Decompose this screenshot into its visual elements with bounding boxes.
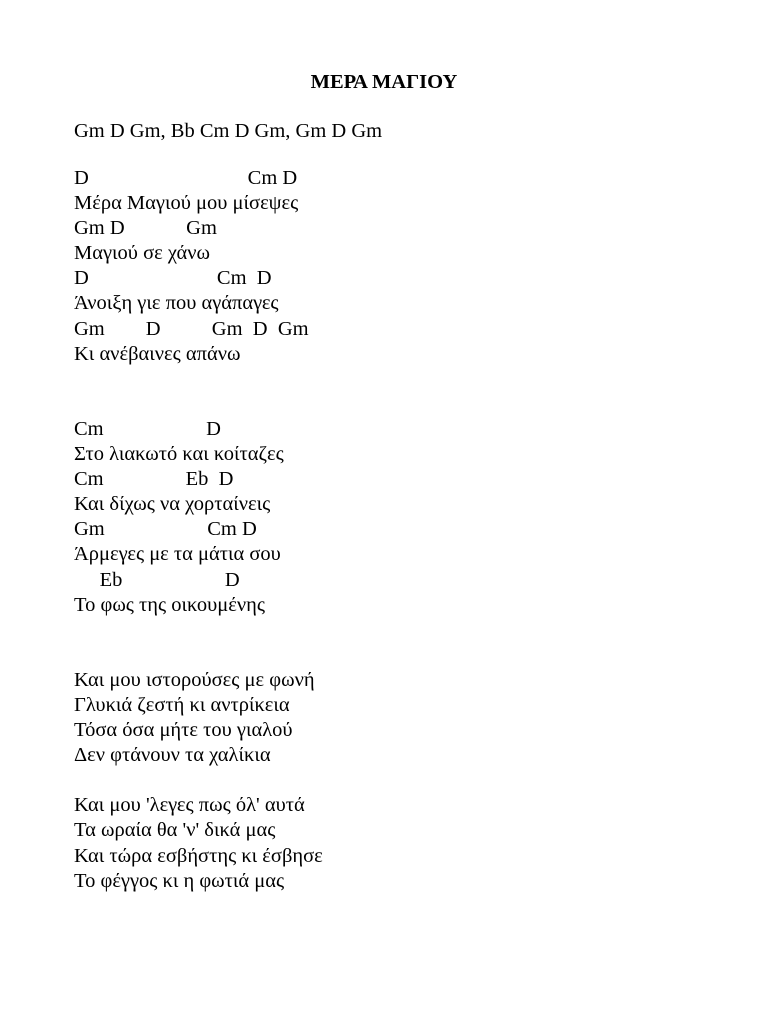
lyric-line: Γλυκιά ζεστή κι αντρίκεια: [74, 693, 290, 716]
chord-line: D Cm D: [74, 267, 272, 290]
lyric-line: Μέρα Μαγιού μου μίσεψες: [74, 192, 299, 215]
lyric-line: Και δίχως να χορταίνεις: [74, 493, 271, 516]
blank-line: [74, 643, 754, 668]
lyric-line: Άνοιξη γιε που αγάπαγες: [74, 292, 279, 315]
blank-line: [74, 392, 754, 417]
lyric-line: Και μου 'λεγες πως όλ' αυτά: [74, 794, 305, 817]
blank-line: [74, 768, 754, 793]
lyric-line: Και μου ιστορούσες με φωνή: [74, 668, 315, 691]
lyric-line: Και τώρα εσβήστης κι έσβησε: [74, 844, 323, 867]
lyric-line: Τόσα όσα μήτε του γιαλού: [74, 719, 293, 742]
lyric-line: Το φέγγος κι η φωτιά μας: [74, 869, 285, 892]
song-body: [74, 166, 754, 894]
blank-line: [74, 618, 754, 643]
chord-line: Cm D: [74, 417, 221, 440]
chord-line: Gm D Gm: [74, 217, 217, 240]
chord-line: D Cm D: [74, 167, 298, 189]
lyric-line: Άρμεγες με τα μάτια σου: [74, 543, 281, 566]
lyric-line: Κι ανέβαινες απάνω: [74, 342, 241, 365]
song-title: ΜΕΡΑ ΜΑΓΙΟΥ: [310, 71, 458, 93]
chord-line: Eb D: [74, 568, 240, 591]
lyric-line: Δεν φτάνουν τα χαλίκια: [74, 744, 271, 767]
intro-chords: Gm D Gm, Bb Cm D Gm, Gm D Gm: [74, 120, 383, 142]
lyric-line: Τα ωραία θα 'ν' δικά μας: [74, 819, 276, 842]
blank-line: [74, 367, 754, 392]
chord-line: Gm Cm D: [74, 518, 257, 541]
lyric-line: Μαγιού σε χάνω: [74, 242, 211, 265]
lyric-line: Το φως της οικουμένης: [74, 593, 266, 616]
lyric-line: Στο λιακωτό και κοίταζες: [74, 443, 284, 466]
chord-line: Gm D Gm D Gm: [74, 317, 309, 340]
chord-line: Cm Eb D: [74, 468, 234, 491]
